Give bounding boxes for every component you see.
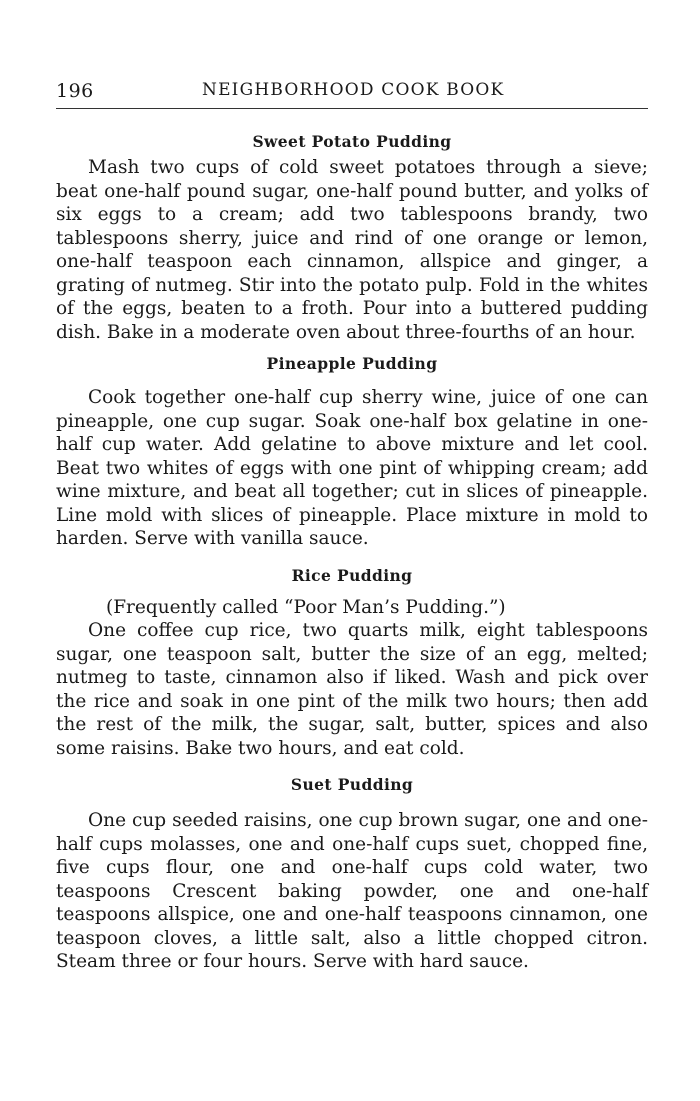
recipe-body: One coffee cup rice, two quarts milk, eight tablespoons sugar, one teaspoon salt, butter the size of an egg, melted; nutmeg to taste, cinnamon also if liked. Wash and pick over the rice and soak in one pint of the milk two hours; then add the rest of the milk, the sugar, salt, butter, spices and also some raisins. Bake two hours, and eat cold.	[56, 620, 648, 759]
page-header	[56, 80, 648, 106]
recipe-title: Sweet Potato Pudding	[252, 132, 452, 151]
recipe-title: Rice Pudding	[291, 565, 413, 585]
page-number: 196	[56, 80, 94, 102]
recipe-rice-pudding	[56, 564, 648, 761]
recipe-title: Suet Pudding	[290, 775, 414, 794]
recipe-note: (Frequently called “Poor Man’s Pudding.”)	[106, 596, 506, 618]
header-rule	[56, 108, 648, 109]
page-content	[56, 130, 648, 974]
recipe-sweet-potato-pudding	[56, 130, 648, 344]
recipe-suet-pudding	[56, 773, 648, 974]
recipe-pineapple-pudding	[56, 352, 648, 551]
running-head: NEIGHBORHOOD COOK BOOK	[202, 80, 505, 100]
recipe-body: One cup seeded raisins, one cup brown sugar, one and one-half cups molasses, one and one-half cups suet, chopped fine, five cups flour, one and one-half cups cold water, two teaspoons Crescent baking powder, one and one-half teaspoons allspice, one and one-half teaspoons cinnamon, one teaspoon cloves, a little salt, also a little chopped citron. Steam three or four hours. Serve with hard sauce.	[56, 810, 648, 972]
recipe-title: Pineapple Pudding	[266, 354, 438, 373]
recipe-body: Mash two cups of cold sweet potatoes through a sieve; beat one-half pound sugar, one-half pound butter, and yolks of six eggs to a cream; add two tablespoons brandy, two tablespoons sherry, juice and rind of one orange or lemon, one-half teaspoon each cinnamon, allspice and ginger, a grating of nutmeg. Stir into the potato pulp. Fold in the whites of the eggs, beaten to a froth. Pour into a buttered pudding dish. Bake in a moderate oven about three-fourths of an hour.	[56, 157, 648, 343]
recipe-body: Cook together one-half cup sherry wine, juice of one can pineapple, one cup sugar. Soak one-half box gelatine in one-half cup water. Add gelatine to above mixture and let cool. Beat two whites of eggs with one pint of whipping cream; add wine mixture, and beat all together; cut in slices of pineapple. Line mold with slices of pineapple. Place mixture in mold to harden. Serve with vanilla sauce.	[56, 387, 648, 549]
